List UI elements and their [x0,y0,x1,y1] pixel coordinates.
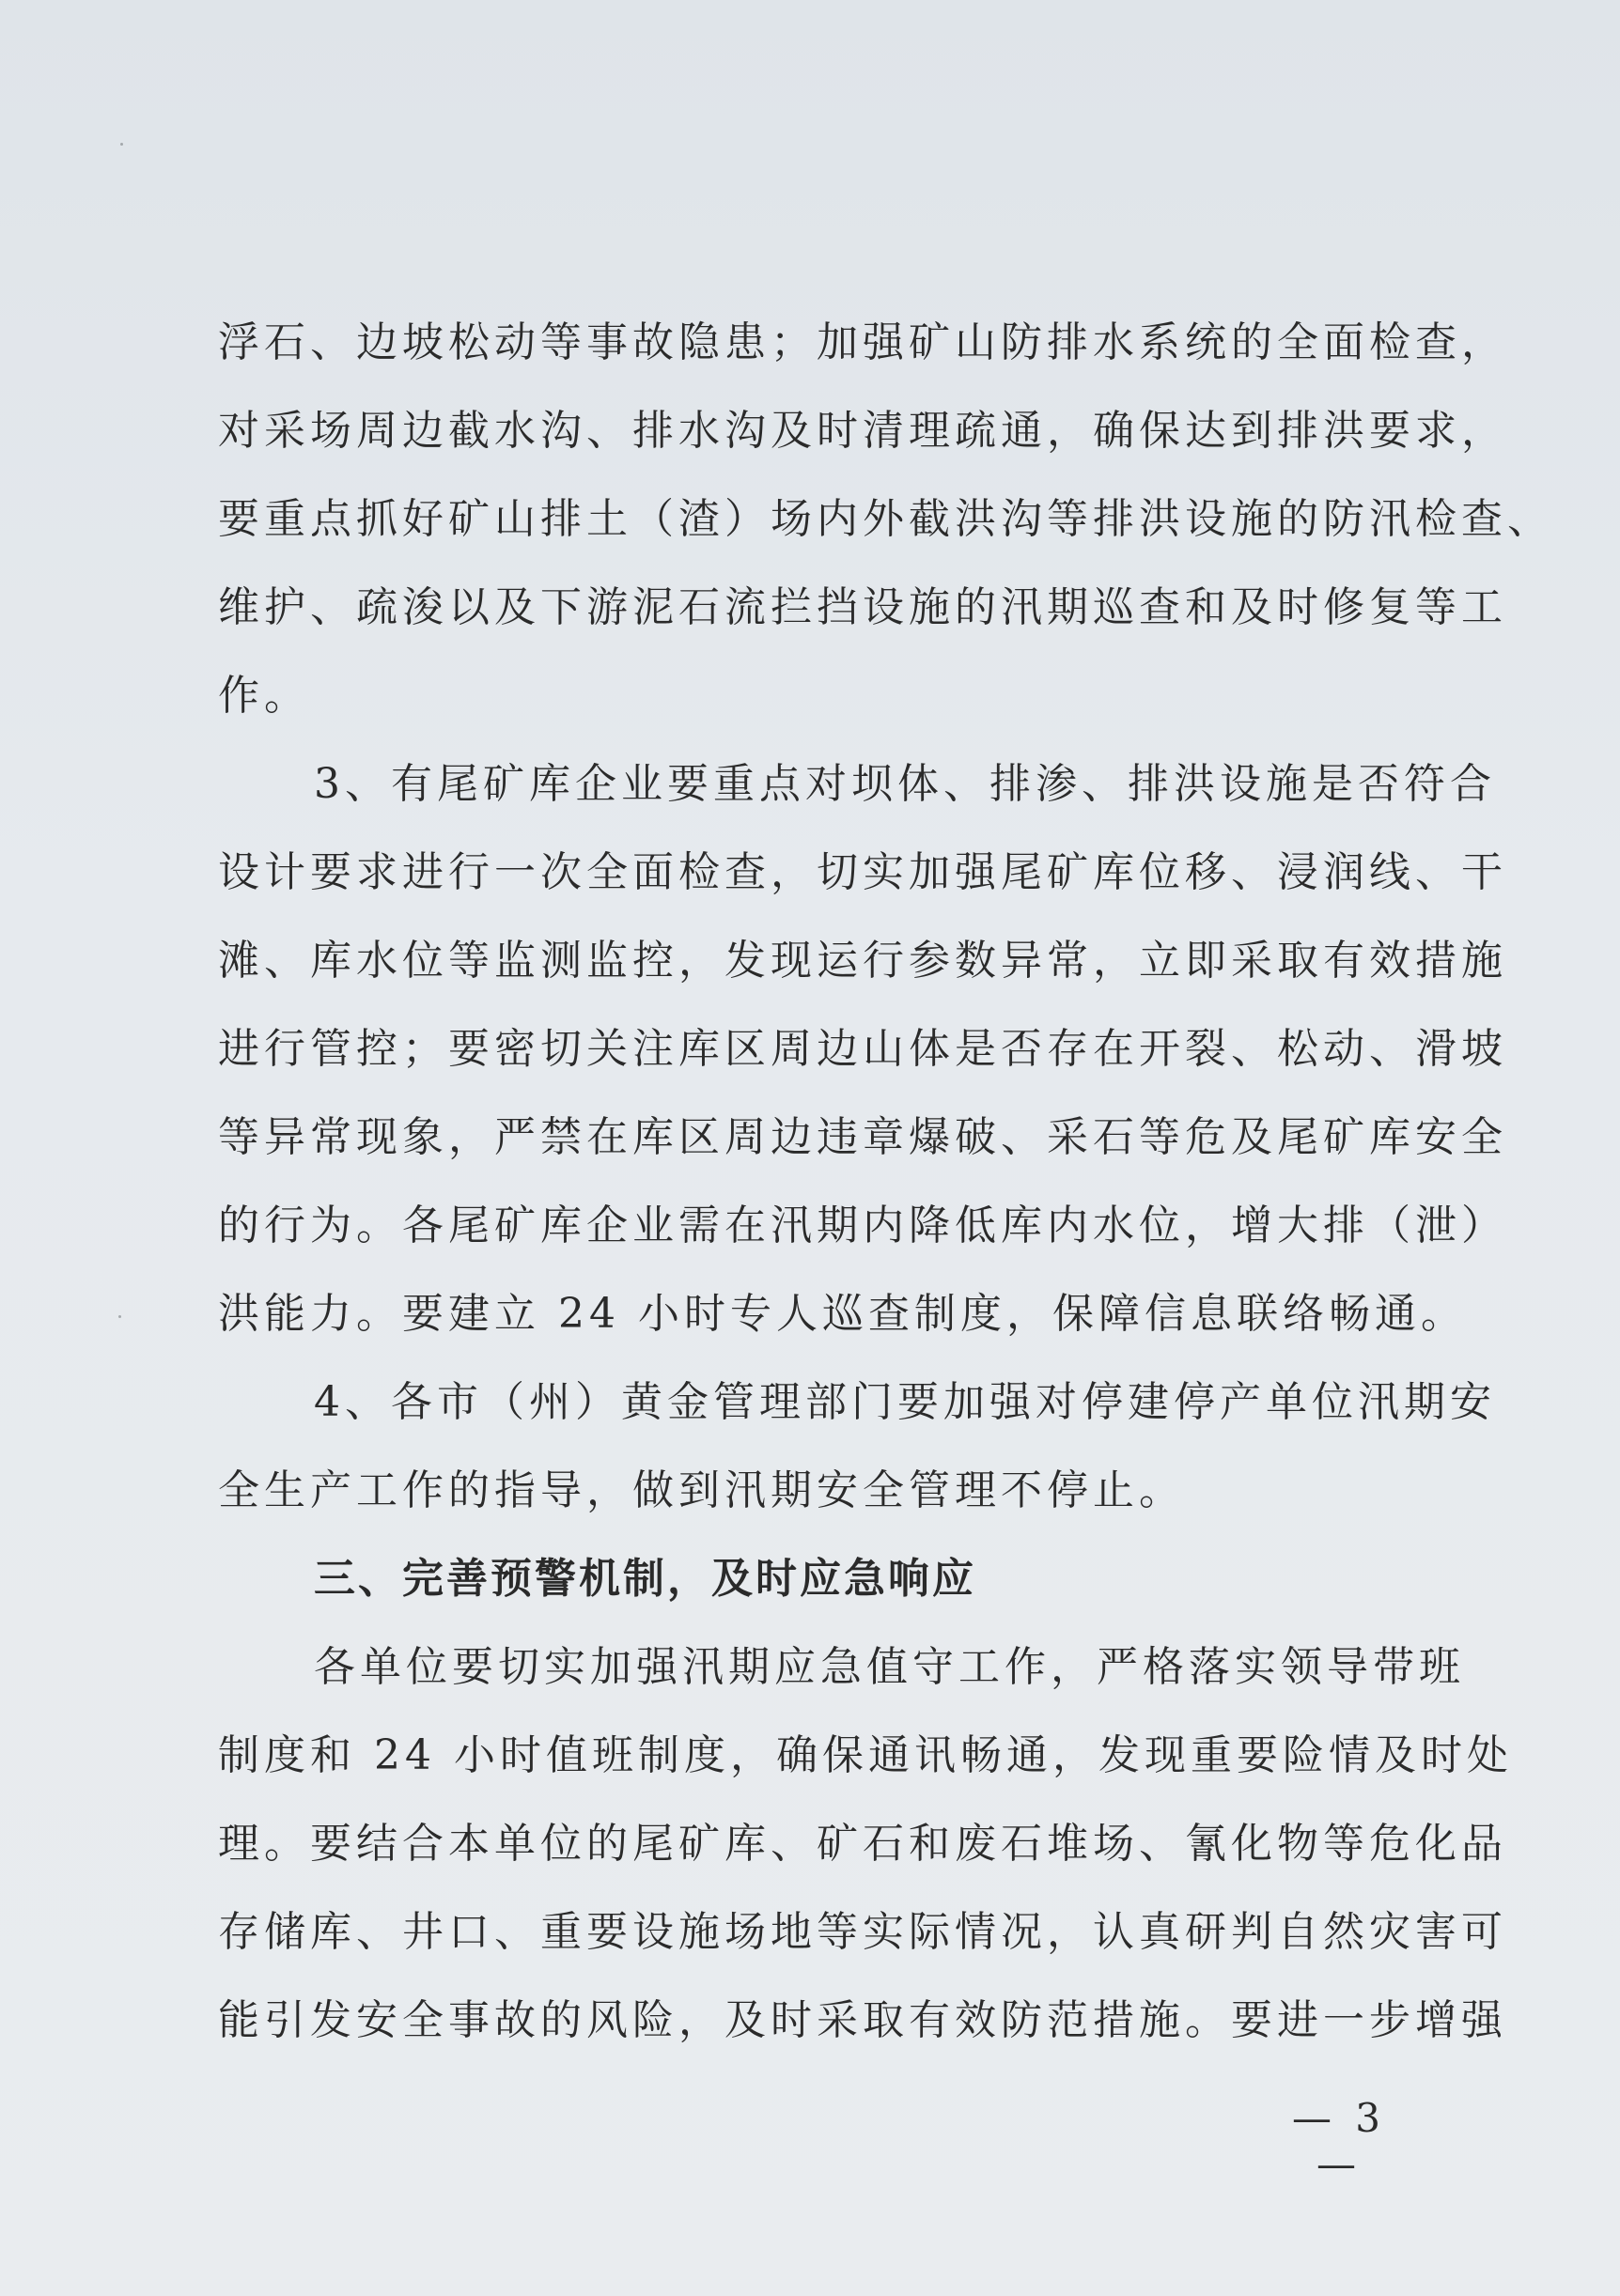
text-line: 对采场周边截水沟、排水沟及时清理疏通，确保达到排洪要求， [218,407,1507,455]
text-line: 作。 [218,672,310,720]
text-line: 设计要求进行一次全面检查，切实加强尾矿库位移、浸润线、干 [218,848,1507,896]
text-line: 要重点抓好矿山排土（渣）场内外截洪沟等排洪设施的防汛检查、 [218,495,1553,543]
text-line: 全生产工作的指导，做到汛期安全管理不停止。 [218,1466,1185,1514]
paragraph-start-line: 各单位要切实加强汛期应急值守工作，严格落实领导带班 [314,1643,1465,1691]
text-line: 维护、疏浚以及下游泥石流拦挡设施的汛期巡查和及时修复等工 [218,583,1507,631]
text-line: 滩、库水位等监测监控，发现运行参数异常，立即采取有效措施 [218,937,1507,985]
paragraph-start-line: 4、各市（州）黄金管理部门要加强对停建停产单位汛期安 [314,1378,1496,1426]
paragraph-start-line: 3、有尾矿库企业要重点对坝体、排渗、排洪设施是否符合 [314,760,1496,808]
paper-speck [118,1315,121,1318]
text-line: 存储库、井口、重要设施场地等实际情况，认真研判自然灾害可 [218,1908,1507,1956]
text-line: 理。要结合本单位的尾矿库、矿石和废石堆场、氰化物等危化品 [218,1820,1507,1868]
text-line: 浮石、边坡松动等事故隐患；加强矿山防排水系统的全面检查， [218,318,1507,366]
document-body [218,299,1553,2065]
paper-speck [120,143,123,146]
text-line: 洪能力。要建立 24 小时专人巡查制度，保障信息联络畅通。 [218,1290,1467,1338]
text-line: 等异常现象，严禁在库区周边违章爆破、采石等危及尾矿库安全 [218,1113,1507,1161]
section-heading: 三、完善预警机制，及时应急响应 [314,1555,976,1603]
text-line: 的行为。各尾矿库企业需在汛期内降低库内水位，增大排（泄） [218,1202,1507,1249]
text-line: 制度和 24 小时值班制度，确保通讯畅通，发现重要险情及时处 [218,1731,1513,1779]
page-number: — 3 — [1291,2095,1387,2187]
text-line: 能引发安全事故的风险，及时采取有效防范措施。要进一步增强 [218,1996,1507,2044]
text-line: 进行管控；要密切关注库区周边山体是否存在开裂、松动、滑坡 [218,1025,1507,1073]
